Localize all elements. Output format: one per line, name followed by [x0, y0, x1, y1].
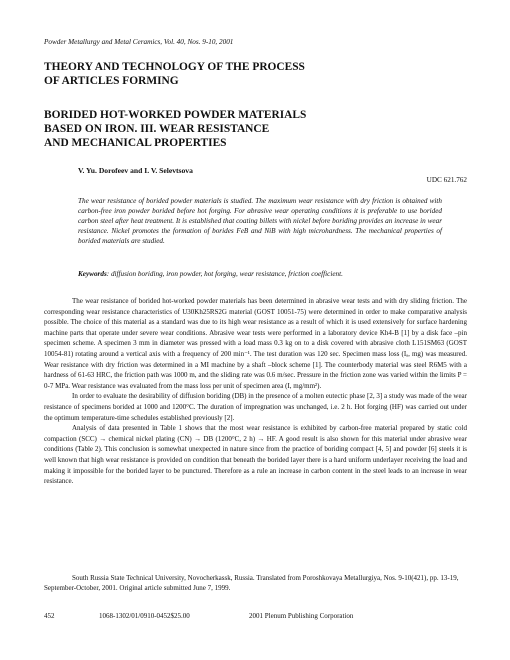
keywords-text: : diffusion boriding, iron powder, hot forging, wear resistance, friction coefficient.	[106, 270, 343, 278]
page-number: 452	[44, 612, 55, 620]
section-heading-line: THEORY AND TECHNOLOGY OF THE PROCESS	[44, 61, 305, 73]
body-text	[44, 296, 467, 487]
body-paragraph: Analysis of data presented in Table 1 shows that the most wear resistance is exhibited by carbon-free material prepared by static cold compaction (SCC) → chemical nickel plating (CN) → DB (1200°C, 2 h) → HF. A good result is also shown for this material under abrasive wear conditions (Table 2). This conclusion is somewhat unexpected in nature since from the practice of boriding compact [4, 5] and powder [6] steels it is well known that high wear resistance is provided on condition that beneath the borided layer there is a hard uniform underlayer receiving the load and making it impossible for the borided layer to be punctured. Therefore as a rule an increase in carbon content in the steel leads to an increase in wear resistance.	[44, 424, 467, 486]
keywords-label: Keywords	[78, 270, 107, 278]
article-title	[44, 108, 306, 150]
udc-code: UDC 621.762	[426, 176, 467, 184]
abstract: The wear resistance of borided powder materials is studied. The maximum wear resistance with dry friction is obtained with carbon-free iron powder borided before hot forging. For abrasive wear operating conditions it is preferable to use borided carbon steel after heat treatment. It is established that coating billets with nickel before boriding provides an increase in wear resistance. Nickel promotes the formation of borides FeB and NiB with high microhardness. The mechanical properties of borided materials are studied.	[78, 197, 442, 245]
title-line: BORIDED HOT-WORKED POWDER MATERIALS	[44, 109, 307, 121]
title-line: BASED ON IRON. III. WEAR RESISTANCE	[44, 123, 270, 135]
journal-header: Powder Metallurgy and Metal Ceramics, Vol. 40, Nos. 9-10, 2001	[44, 38, 234, 46]
title-line: AND MECHANICAL PROPERTIES	[44, 137, 227, 149]
authors: V. Yu. Dorofeev and I. V. Selevtsova	[78, 166, 193, 175]
publisher: 2001 Plenum Publishing Corporation	[249, 612, 354, 620]
article-code: 1068-1302/01/0910-0452$25.00	[99, 612, 190, 620]
section-heading-line: OF ARTICLES FORMING	[44, 75, 179, 87]
affiliation-note: South Russia State Technical University, Novocherkassk, Russia. Translated from Poroshkovaya Metallurgiya, Nos. 9-10(421), pp. 13-19, September-October, 2001. Original article submitted June 7, 1999.	[44, 574, 459, 593]
keywords	[78, 270, 442, 280]
body-paragraph: In order to evaluate the desirability of diffusion boriding (DB) in the presence of a molten eutectic phase [2, 3] a study was made of the wear resistance of specimens borided at 1000 and 1200°C. The duration of impregnation was unchanged, i.e. 2 h. Hot forging (HF) was carried out under the optimum temperature-time schedules established previously [2].	[44, 392, 467, 422]
body-paragraph: The wear resistance of borided hot-worked powder materials has been determined in abrasive wear tests and with dry sliding friction. The corresponding wear resistance characteristics of U30Kh25RS2G material (GOST 10051-75) were determined in order to make comparative analysis possible. The choice of this material as a standard was due to its high wear resistance as a result of which it is used extensively for surface hardening machine parts that operate under severe wear conditions. Abrasive wear tests were performed in a laboratory device Kh4-B [1] by a disk face –pin specimen scheme. A specimen 3 mm in diameter was pressed with a load mass 0.3 kg on to a disk covered with abrasive cloth L151SM63 (GOST 10054-81) rotating around a vertical axis with a frequency of 200 min⁻¹. The test duration was 120 sec. Specimen mass loss (Iₐ, mg) was measured. Wear resistance with dry friction was determined in a MI machine by a shaft –block scheme [1]. The counterbody material was steel R6M5 with a hardness of 61-63 HRC, the friction path was 1000 m, and the sliding rate was 0.6 m/sec. Pressure in the friction zone was varied within the limits P = 0-7 MPa. Wear resistance was evaluated from the mass loss per unit of specimen area (I, mg/mm²).	[44, 297, 467, 390]
section-heading	[44, 60, 305, 88]
